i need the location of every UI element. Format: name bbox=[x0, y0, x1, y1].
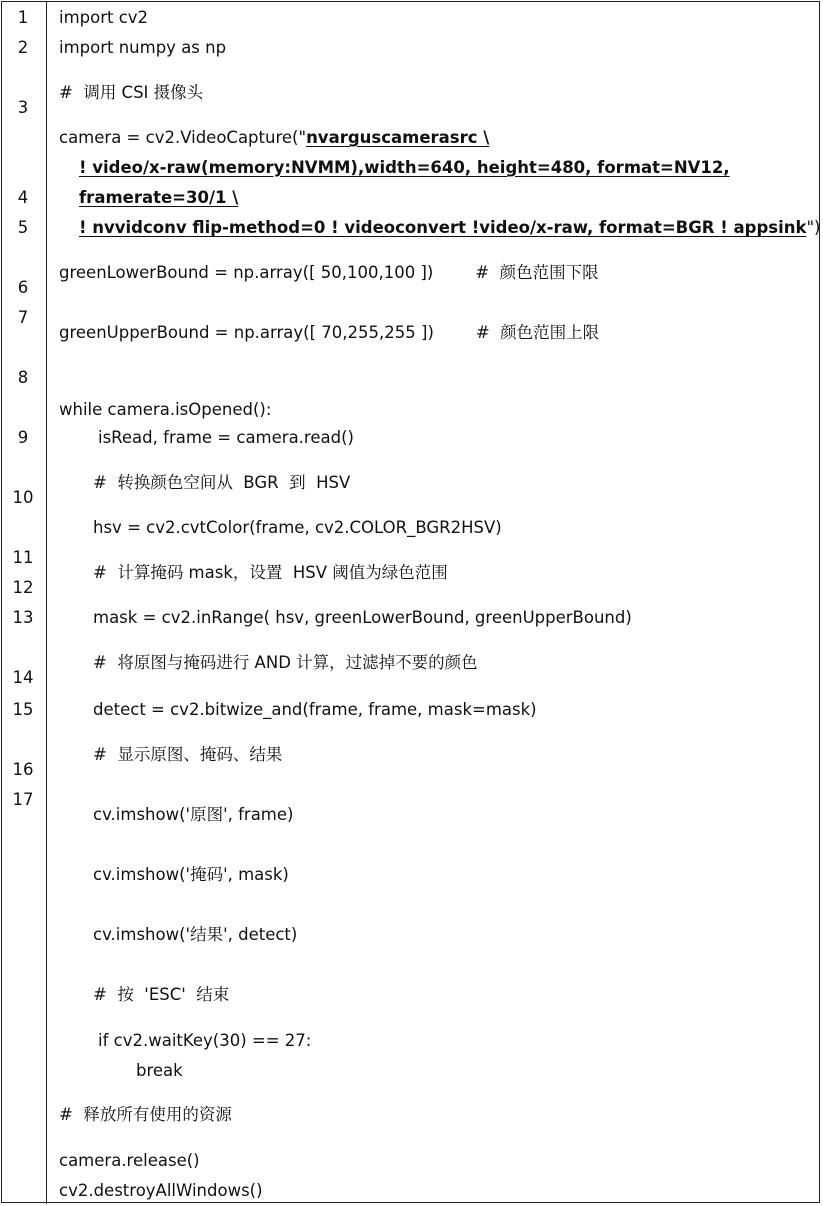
pipeline-part: ! video/x-raw(memory:NVMM),width=640, height=480, format=NV12, bbox=[79, 158, 730, 177]
code-table bbox=[1, 1, 820, 1203]
code-line-while: while camera.isOpened(): bbox=[59, 400, 272, 419]
line-number: 3 bbox=[17, 98, 29, 117]
line-number: 15 bbox=[12, 700, 34, 719]
pipeline-part: ! nvvidconv flip-method=0 ! videoconvert !video/x-raw, format=BGR ! appsink bbox=[79, 218, 807, 237]
line-number: 14 bbox=[12, 668, 34, 687]
code-line-release: camera.release() bbox=[59, 1151, 200, 1170]
code-comment-convert: # 转换颜色空间从 BGR 到 HSV bbox=[93, 473, 351, 492]
code-line-break: break bbox=[136, 1061, 183, 1080]
code-line-show-frame: cv.imshow('原图', frame) bbox=[93, 805, 294, 824]
pipeline-part: framerate=30/1 \ bbox=[79, 188, 239, 207]
line-number: 12 bbox=[12, 578, 34, 597]
code-comment-mask: # 计算掩码 mask，设置 HSV 阈值为绿色范围 bbox=[93, 563, 448, 582]
line-number: 10 bbox=[12, 488, 34, 507]
pipeline-part: nvarguscamerasrc \ bbox=[306, 128, 490, 147]
camera-suffix: ") bbox=[806, 218, 821, 237]
line-number: 8 bbox=[17, 368, 29, 387]
code-line-pipeline-end bbox=[79, 218, 821, 238]
line-number: 13 bbox=[12, 608, 34, 627]
line-number: 16 bbox=[12, 760, 34, 779]
gutter-divider bbox=[46, 1, 47, 1204]
code-line-detect: detect = cv2.bitwize_and(frame, frame, mask=mask) bbox=[93, 700, 537, 719]
code-line-show-mask: cv.imshow('掩码', mask) bbox=[93, 865, 289, 884]
line-number: 6 bbox=[17, 278, 29, 297]
line-number: 11 bbox=[12, 548, 34, 567]
code-line-import-numpy: import numpy as np bbox=[59, 38, 227, 57]
camera-prefix: camera = cv2.VideoCapture(" bbox=[59, 128, 307, 147]
code-comment-show: # 显示原图、掩码、结果 bbox=[93, 745, 283, 764]
code-line-show-detect: cv.imshow('结果', detect) bbox=[93, 925, 298, 944]
line-number: 7 bbox=[17, 308, 29, 327]
code-comment-release: # 释放所有使用的资源 bbox=[59, 1105, 232, 1124]
code-line-upper-bound: greenUpperBound = np.array([ 70,255,255 ]) # 颜色范围上限 bbox=[59, 323, 600, 342]
code-comment-csi: # 调用 CSI 摄像头 bbox=[59, 83, 204, 102]
code-comment-and: # 将原图与掩码进行 AND 计算，过滤掉不要的颜色 bbox=[93, 653, 478, 672]
line-number: 4 bbox=[17, 188, 29, 207]
code-line-lower-bound: greenLowerBound = np.array([ 50,100,100 ]) # 颜色范围下限 bbox=[59, 263, 599, 282]
code-comment-esc: # 按 'ESC' 结束 bbox=[93, 985, 230, 1004]
code-line-destroy: cv2.destroyAllWindows() bbox=[59, 1181, 263, 1200]
code-line-mask: mask = cv2.inRange( hsv, greenLowerBound, greenUpperBound) bbox=[93, 608, 632, 627]
line-number: 9 bbox=[17, 428, 29, 447]
code-line-if-wait: if cv2.waitKey(30) == 27: bbox=[98, 1031, 312, 1050]
line-number: 2 bbox=[17, 38, 29, 57]
code-line-read: isRead, frame = camera.read() bbox=[98, 428, 354, 447]
line-number: 5 bbox=[17, 218, 29, 237]
code-line-camera-capture bbox=[59, 128, 489, 148]
code-line-import-cv2: import cv2 bbox=[59, 8, 149, 27]
code-line-hsv: hsv = cv2.cvtColor(frame, cv2.COLOR_BGR2HSV) bbox=[93, 518, 502, 537]
line-number: 1 bbox=[17, 8, 29, 27]
line-number: 17 bbox=[12, 790, 34, 809]
